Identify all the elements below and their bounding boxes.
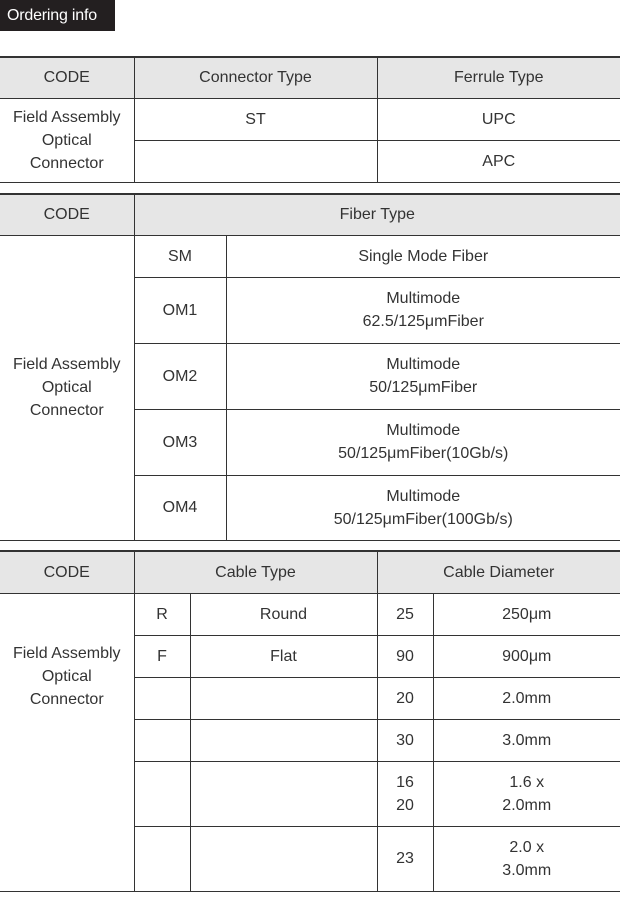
- cable-type-value: [190, 677, 377, 719]
- diameter-line: 3.0mm: [502, 731, 552, 749]
- cable-type-code: [134, 826, 190, 891]
- code-header: CODE: [0, 551, 134, 593]
- cable-type-code: F: [134, 635, 190, 677]
- product-code-cell: [0, 593, 134, 891]
- diameter-line: 2.0 x: [509, 838, 545, 856]
- diameter-code-line: 20: [396, 689, 414, 707]
- code-line: Connector: [29, 402, 104, 419]
- connector-type-header: Connector Type: [134, 57, 377, 98]
- connector-type-empty: [134, 140, 377, 182]
- diameter-code-line: 30: [396, 731, 414, 749]
- cable-type-value: Flat: [190, 635, 377, 677]
- cable-diameter-code: [377, 593, 433, 635]
- fiber-desc-line: Single Mode Fiber: [358, 247, 489, 265]
- cable-diameter-code: [377, 826, 433, 891]
- cable-diameter-value: [433, 593, 620, 635]
- cable-type-value: Round: [190, 593, 377, 635]
- fiber-desc-line: 50/125μmFiber: [369, 379, 478, 396]
- cable-type-header: Cable Type: [134, 551, 377, 593]
- code-line: Connector: [29, 154, 104, 172]
- fiber-description: [226, 235, 620, 277]
- cable-type-value: [190, 719, 377, 761]
- connector-type-value: ST: [134, 98, 377, 140]
- code-header: CODE: [0, 57, 134, 98]
- cable-type-value: [190, 826, 377, 891]
- diameter-code-line: 23: [396, 850, 414, 867]
- fiber-code: OM1: [134, 277, 226, 343]
- fiber-type-header: Fiber Type: [134, 194, 620, 235]
- cable-diameter-value: [433, 635, 620, 677]
- diameter-code-line: 20: [396, 796, 414, 814]
- diameter-code-line: 25: [396, 605, 414, 623]
- fiber-code: OM4: [134, 475, 226, 540]
- fiber-desc-line: Multimode: [386, 422, 461, 439]
- cable-diameter-code: [377, 635, 433, 677]
- code-line: Field Assembly: [12, 108, 121, 126]
- cable-diameter-code: [377, 719, 433, 761]
- cable-diameter-code: [377, 677, 433, 719]
- cable-diameter-header: Cable Diameter: [377, 551, 620, 593]
- connector-ferrule-table: [0, 56, 620, 183]
- code-line: Field Assembly: [12, 644, 121, 662]
- ferrule-type-value: APC: [377, 140, 620, 182]
- diameter-code-line: 90: [396, 647, 414, 665]
- diameter-line: 900μm: [502, 647, 552, 665]
- product-code-cell: [0, 98, 134, 182]
- cable-type-code: [134, 677, 190, 719]
- fiber-description: [226, 277, 620, 343]
- fiber-desc-line: Multimode: [386, 290, 461, 307]
- fiber-desc-line: Multimode: [386, 356, 461, 373]
- fiber-desc-line: Multimode: [386, 487, 461, 505]
- fiber-code: OM2: [134, 343, 226, 409]
- fiber-description: [226, 409, 620, 475]
- code-line: Optical: [41, 379, 92, 396]
- diameter-line: 1.6 x: [509, 773, 545, 791]
- cable-diameter-value: [433, 826, 620, 891]
- diameter-line: 250μm: [502, 605, 552, 623]
- fiber-desc-line: 50/125μmFiber(100Gb/s): [333, 510, 513, 528]
- cable-table: [0, 550, 620, 892]
- code-header: CODE: [0, 194, 134, 235]
- code-line: Connector: [29, 690, 104, 708]
- fiber-desc-line: 62.5/125μmFiber: [362, 313, 484, 330]
- cable-diameter-value: [433, 719, 620, 761]
- cable-type-code: [134, 761, 190, 826]
- diameter-code-line: 16: [396, 773, 414, 791]
- diameter-line: 2.0mm: [502, 796, 552, 814]
- cable-diameter-value: [433, 761, 620, 826]
- cable-type-code: R: [134, 593, 190, 635]
- code-line: Optical: [41, 667, 92, 685]
- cable-type-value: [190, 761, 377, 826]
- cable-type-code: [134, 719, 190, 761]
- fiber-type-table: [0, 193, 620, 541]
- fiber-code: SM: [134, 235, 226, 277]
- fiber-description: [226, 475, 620, 540]
- code-line: Field Assembly: [12, 356, 121, 373]
- cable-diameter-value: [433, 677, 620, 719]
- section-heading: Ordering info: [0, 0, 115, 31]
- fiber-desc-line: 50/125μmFiber(10Gb/s): [338, 445, 509, 462]
- diameter-line: 3.0mm: [502, 861, 552, 879]
- ferrule-type-value: UPC: [377, 98, 620, 140]
- ferrule-type-header: Ferrule Type: [377, 57, 620, 98]
- diameter-line: 2.0mm: [502, 689, 552, 707]
- code-line: Optical: [41, 131, 92, 149]
- fiber-description: [226, 343, 620, 409]
- product-code-cell: [0, 235, 134, 540]
- fiber-code: OM3: [134, 409, 226, 475]
- cable-diameter-code: [377, 761, 433, 826]
